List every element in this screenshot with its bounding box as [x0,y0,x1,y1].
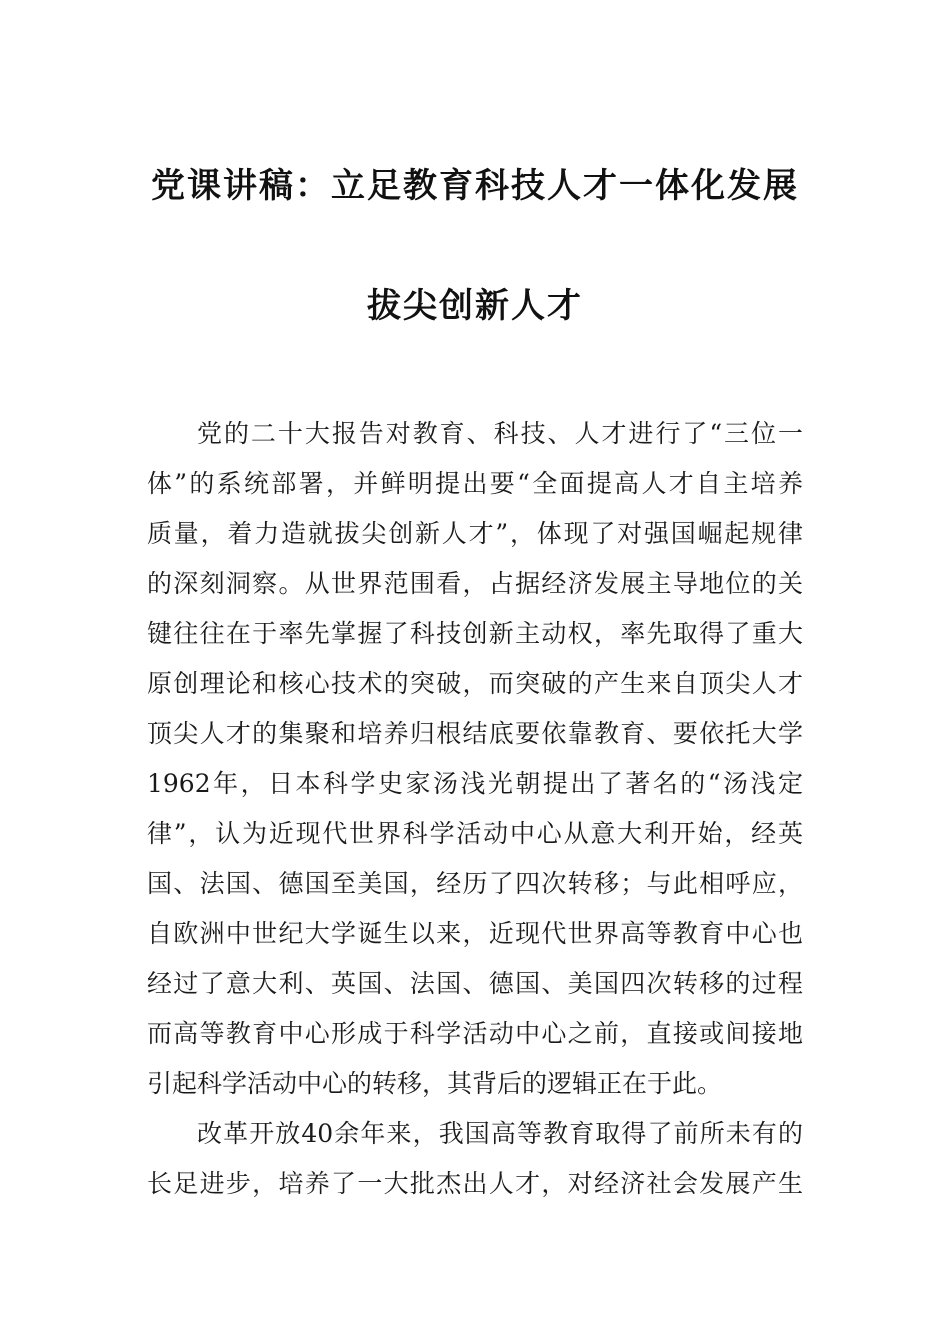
paragraph-1-line: 质量，着力造就拔尖创新人才”，体现了对强国崛起规律 [147,519,803,548]
paragraph-1-line: 原创理论和核心技术的突破，而突破的产生来自顶尖人才 [147,669,803,698]
paragraph-1-line: 律”，认为近现代世界科学活动中心从意大利开始，经英 [147,819,803,848]
paragraph-1-line: 国、法国、德国至美国，经历了四次转移；与此相呼应， [147,869,803,898]
paragraph-1-line: 键往往在于率先掌握了科技创新主动权，率先取得了重大 [147,619,803,648]
paragraph-1-line: 引起科学活动中心的转移，其背后的逻辑正在于此。 [147,1069,723,1098]
paragraph-1-line: 自欧洲中世纪大学诞生以来，近现代世界高等教育中心也 [147,919,803,948]
document-title-line-2: 拔尖创新人才 [367,286,583,326]
paragraph-2-line: 改革开放40余年来，我国高等教育取得了前所未有的 [197,1119,803,1148]
paragraph-1-line: 的深刻洞察。从世界范围看，占据经济发展主导地位的关 [147,569,803,598]
paragraph-1-line: 党的二十大报告对教育、科技、人才进行了“三位一 [197,419,803,448]
paragraph-1-line: 1962年，日本科学史家汤浅光朝提出了著名的“汤浅定 [147,769,803,798]
paragraph-1-line: 经过了意大利、英国、法国、德国、美国四次转移的过程 [147,969,803,998]
paragraph-1-line: 体”的系统部署，并鲜明提出要“全面提高人才自主培养 [147,469,803,498]
paragraph-2-line: 长足进步，培养了一大批杰出人才，对经济社会发展产生 [147,1169,803,1198]
paragraph-1-line: 而高等教育中心形成于科学活动中心之前，直接或间接地 [147,1019,803,1048]
document-title-line-1: 党课讲稿：立足教育科技人才一体化发展 [151,166,799,206]
paragraph-1-line: 顶尖人才的集聚和培养归根结底要依靠教育、要依托大学 [147,719,803,748]
